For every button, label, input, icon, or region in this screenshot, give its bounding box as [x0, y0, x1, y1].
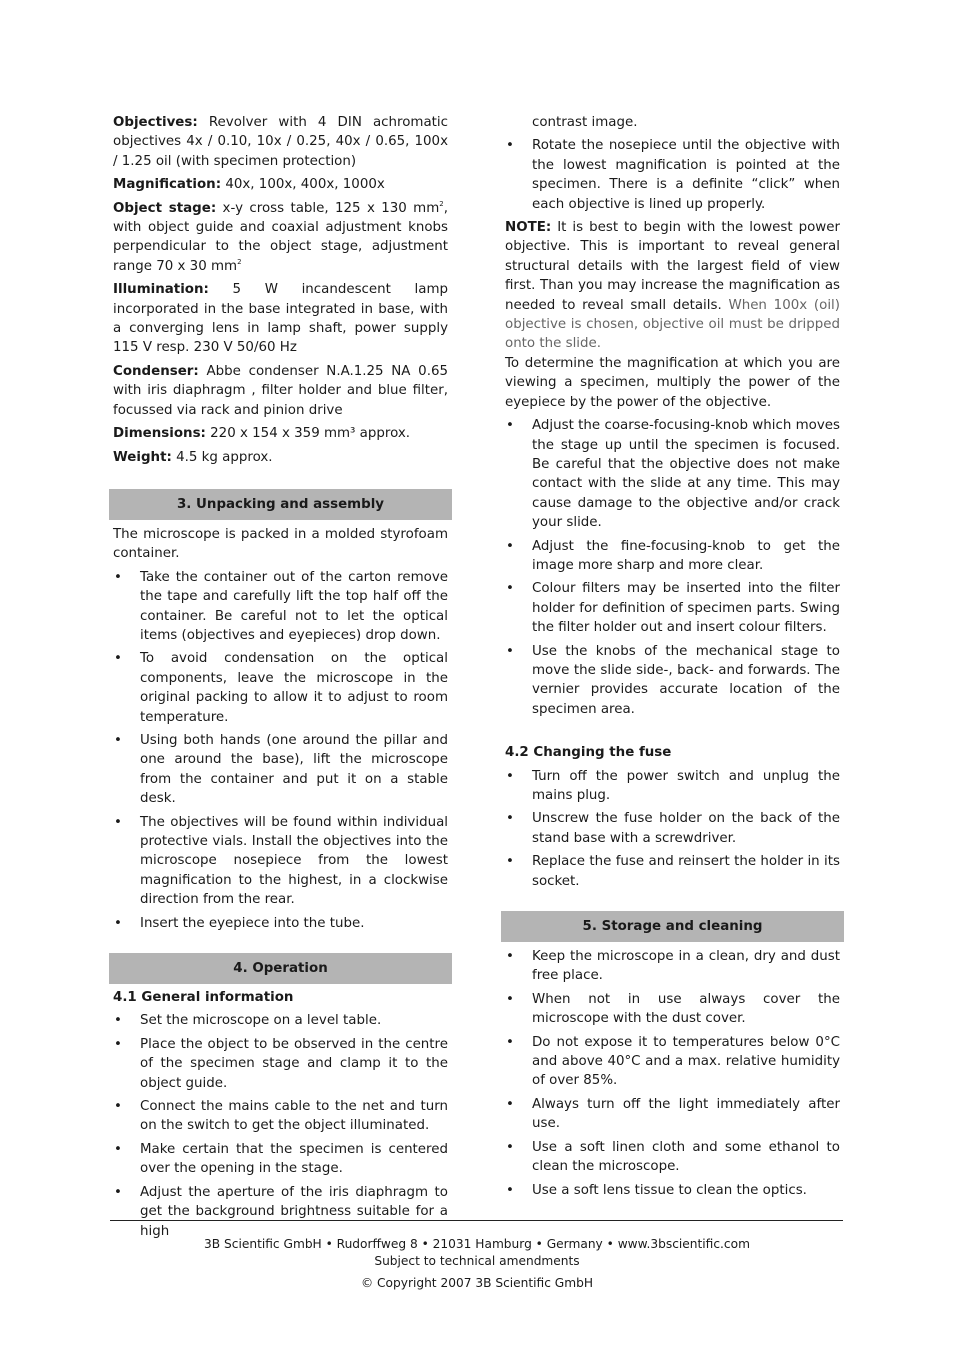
- spec-dimensions: Dimensions: 220 x 154 x 359 mm³ approx.: [113, 426, 411, 442]
- bullet-icon: •: [114, 1099, 122, 1115]
- subheading-general-information: 4.1 General information: [113, 990, 294, 1006]
- bullet-icon: •: [506, 418, 514, 434]
- unpacking-list: [113, 568, 448, 933]
- unpacking-intro: The microscope is packed in a molded styrofoam container.: [113, 526, 448, 562]
- bullet-icon: •: [114, 1184, 122, 1200]
- list-item: • Use the knobs of the mechanical stage to move the slide side-, back- and forwards. The vernier provides accurate location of the specimen area.: [506, 643, 840, 717]
- footer-copyright: © Copyright 2007 3B Scientific GmbH: [360, 1276, 594, 1290]
- list-item: • When not in use always cover the microscope with the dust cover.: [506, 991, 840, 1027]
- bullet-icon: •: [506, 538, 514, 554]
- bullet-icon: •: [506, 643, 514, 659]
- footer-divider: [110, 1220, 843, 1221]
- list-item: • Rotate the nosepiece until the objective with the lowest magnification is pointed at the specimen. There is a definite “click” when each objective is lined up properly.: [506, 138, 840, 212]
- footer-address: 3B Scientific GmbH • Rudorffweg 8 • 21031 Hamburg • Germany • www.3bscientific.com: [204, 1237, 750, 1251]
- bullet-icon: •: [114, 814, 122, 830]
- list-item: • Turn off the power switch and unplug the mains plug.: [506, 768, 840, 803]
- subheading-changing-fuse: 4.2 Changing the fuse: [505, 745, 672, 761]
- list-item: • Adjust the fine-focusing-knob to get the image more sharp and more clear.: [506, 538, 840, 573]
- spec-list: [113, 113, 448, 467]
- fuse-list: [505, 767, 840, 891]
- list-item: • Connect the mains cable to the net and turn on the switch to get the object illuminated.: [114, 1099, 448, 1134]
- bullet-icon: •: [114, 651, 122, 667]
- bullet-icon: •: [506, 768, 514, 784]
- list-item: • Adjust the aperture of the iris diaphragm to get the background brightness suitable for a high: [114, 1184, 448, 1239]
- list-item: • Replace the fuse and reinsert the holder in its socket.: [506, 854, 840, 889]
- list-item: • To avoid condensation on the optical components, leave the microscope in the original packing to allow it to adjust to room temperature.: [114, 651, 448, 725]
- list-item: • Do not expose it to temperatures below 0°C and above 40°C and a max. relative humidity of over 85%.: [506, 1034, 840, 1089]
- section-heading-unpacking: 3. Unpacking and assembly: [109, 489, 452, 520]
- bullet-icon: •: [114, 915, 122, 931]
- section-heading-operation: 4. Operation: [109, 953, 452, 984]
- operation-list: [113, 1011, 448, 1240]
- spec-weight: Weight: 4.5 kg approx.: [113, 449, 273, 465]
- spec-condenser: Condenser: Abbe condenser N.A.1.25 NA 0.65 with iris diaphragm , filter holder and blue filter, focussed via rack and pinion drive: [113, 363, 448, 418]
- operation-list-continued: [505, 136, 840, 214]
- bullet-icon: •: [114, 569, 122, 585]
- spec-object-stage: Object stage: x-y cross table, 125 x 130 $mm^2$, with object guide and coaxial adjustment knobs perpendicular to the object stage, adjustment range 70 x 30 $mm^2$: [113, 199, 448, 274]
- focusing-list: [505, 416, 840, 719]
- spec-objectives: Objectives: Revolver with 4 DIN achromatic objectives 4x / 0.10, 10x / 0.25, 40x / 0.65, 100x / 1.25 oil (with specimen protection): [113, 115, 448, 169]
- list-item: • Colour filters may be inserted into the filter holder for definition of specimen parts. Swing the filter holder out and insert colour filters.: [506, 581, 840, 636]
- list-item: • Always turn off the light immediately after use.: [506, 1096, 840, 1132]
- bullet-icon: •: [506, 949, 514, 965]
- bullet-icon: •: [506, 811, 514, 827]
- list-item: • Adjust the coarse-focusing-knob which moves the stage up until the specimen is focused. Be careful that the objective does not make contact with the slide at any time. This may cause damage to the objective and/or crack your slide.: [506, 418, 840, 531]
- bullet-icon: •: [506, 1182, 514, 1198]
- bullet-icon: •: [506, 1139, 514, 1155]
- footer-note: Subject to technical amendments: [374, 1254, 580, 1268]
- bullet-icon: •: [114, 1036, 122, 1052]
- list-item-continuation: contrast image.: [532, 115, 638, 130]
- list-item: • Keep the microscope in a clean, dry and dust free place.: [506, 949, 840, 984]
- left-column: [113, 113, 448, 1245]
- bullet-icon: •: [506, 1034, 514, 1050]
- list-item: • Take the container out of the carton remove the tape and carefully lift the top half off the container. Be careful not to let the optical items (objectives and eyepieces) drop down.: [114, 569, 448, 643]
- bullet-icon: •: [114, 1141, 122, 1157]
- list-item: • The objectives will be found within individual protective vials. Install the objectives into the microscope nosepiece from the lowest magnification to the highest, in a clockwise direction from the rear.: [114, 814, 448, 908]
- bullet-icon: •: [506, 581, 514, 597]
- bullet-icon: •: [506, 1096, 514, 1112]
- bullet-icon: •: [506, 991, 514, 1007]
- list-item: • Insert the eyepiece into the tube.: [113, 914, 448, 933]
- list-item: • Using both hands (one around the pillar and one around the base), lift the microscope from the container and put it on a stable desk.: [114, 732, 448, 807]
- list-item: • Place the object to be observed in the centre of the specimen stage and clamp it to the object guide.: [114, 1036, 448, 1091]
- list-item: • Use a soft linen cloth and some ethanol to clean the microscope.: [506, 1139, 840, 1175]
- bullet-icon: •: [506, 138, 514, 154]
- note-paragraph: NOTE: It is best to begin with the lowest power objective. This is important to reveal general structural details with the largest field of view first. Than you may increase the magnification as needed to reveal small details. When 100x (oil) objective is chosen, objective oil must be dripped onto the slide.: [505, 220, 840, 352]
- bullet-icon: •: [114, 732, 122, 748]
- right-column: [505, 113, 840, 1204]
- bullet-icon: •: [114, 1013, 122, 1029]
- bullet-icon: •: [506, 854, 514, 870]
- spec-magnification: Magnification: 40x, 100x, 400x, 1000x: [113, 177, 385, 193]
- storage-list: [505, 947, 840, 1200]
- magnification-paragraph: To determine the magnification at which you are viewing a specimen, multiply the power of the eyepiece by the power of the objective.: [505, 355, 840, 410]
- spec-illumination: Illumination: 5 W incandescent lamp incorporated in the base integrated in base, with a converging lens in lamp shaft, power supply 115 V resp. 230 V 50/60 Hz: [113, 282, 448, 356]
- list-item: • Make certain that the specimen is centered over the opening in the stage.: [114, 1141, 448, 1177]
- section-heading-storage: 5. Storage and cleaning: [501, 911, 844, 942]
- list-item: • Use a soft lens tissue to clean the optics.: [505, 1181, 840, 1200]
- list-item: • Set the microscope on a level table.: [113, 1011, 448, 1030]
- list-item: • Unscrew the fuse holder on the back of the stand base with a screwdriver.: [506, 811, 840, 846]
